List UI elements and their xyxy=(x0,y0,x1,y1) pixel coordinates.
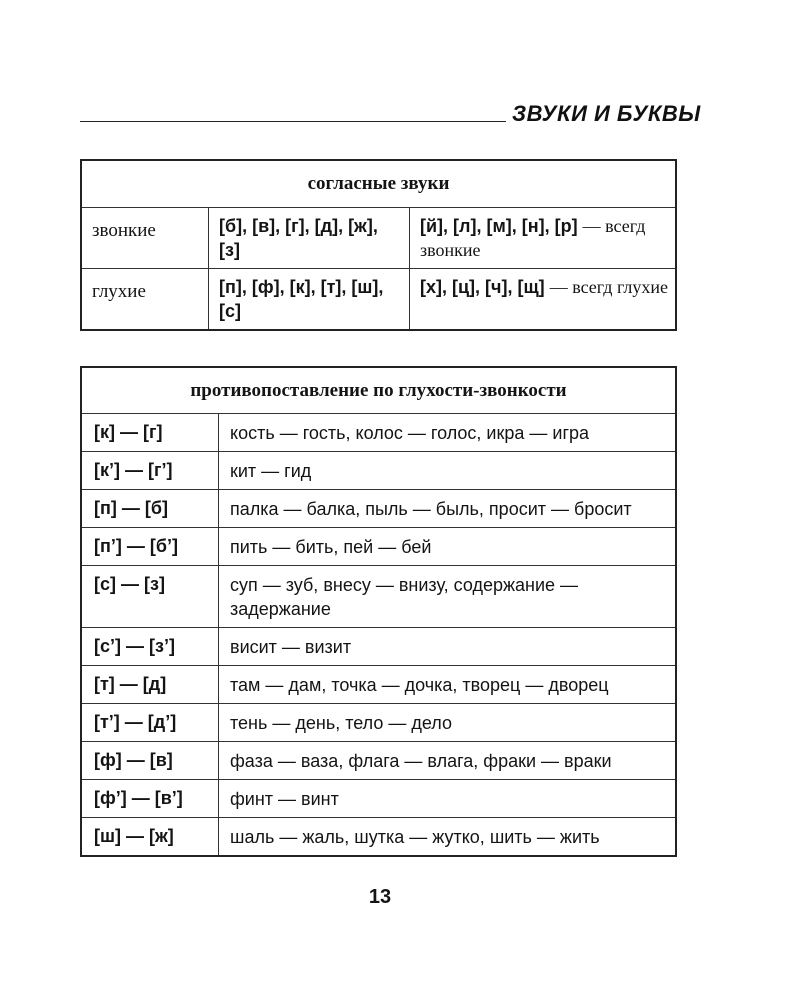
example-words: палка — балка, пыль — быль, просит — бросит xyxy=(219,490,677,528)
unpaired-sounds-cell xyxy=(410,269,677,331)
table-row xyxy=(81,452,676,490)
table-row xyxy=(81,742,676,780)
paired-sounds: [б], [в], [г], [д], [ж], [з] xyxy=(209,208,410,269)
example-words: фаза — ваза, флага — влага, фраки — враки xyxy=(219,742,677,780)
table-row xyxy=(81,666,676,704)
sound-pair: [ф] — [в] xyxy=(81,742,219,780)
paired-sounds: [п], [ф], [к], [т], [ш], [с] xyxy=(209,269,410,331)
page-number: 13 xyxy=(368,886,392,908)
table-row xyxy=(81,208,676,269)
sound-pair: [ф’] — [в’] xyxy=(81,780,219,818)
consonants-caption: согласные звуки xyxy=(81,160,676,208)
table-row xyxy=(81,628,676,666)
sound-pair: [ш] — [ж] xyxy=(81,818,219,857)
example-words: кит — гид xyxy=(219,452,677,490)
sound-pair: [с’] — [з’] xyxy=(81,628,219,666)
unpaired-sounds-cell xyxy=(410,208,677,269)
table-row xyxy=(81,414,676,452)
header-rule xyxy=(80,121,506,122)
example-words: кость — гость, колос — голос, икра — игра xyxy=(219,414,677,452)
row-label: глухие xyxy=(81,269,209,331)
sound-pair: [п’] — [б’] xyxy=(81,528,219,566)
example-words: финт — винт xyxy=(219,780,677,818)
unpaired-note: — всегд звонкие xyxy=(420,216,646,260)
unpaired-sounds: [й], [л], [м], [н], [р] xyxy=(420,216,578,236)
sound-pair: [с] — [з] xyxy=(81,566,219,628)
sound-pair: [к] — [г] xyxy=(81,414,219,452)
example-words: там — дам, точка — дочка, творец — дворец xyxy=(219,666,677,704)
row-label: звонкие xyxy=(81,208,209,269)
unpaired-note: — всегд глухие xyxy=(549,277,669,297)
example-words: тень — день, тело — дело xyxy=(219,704,677,742)
sound-pair: [к’] — [г’] xyxy=(81,452,219,490)
table-row xyxy=(81,490,676,528)
opposition-table xyxy=(80,366,677,857)
example-words: шаль — жаль, шутка — жутко, шить — жить xyxy=(219,818,677,857)
opposition-caption: противопоставление по глухости-звонкости xyxy=(81,367,676,414)
table-row xyxy=(81,566,676,628)
unpaired-sounds: [х], [ц], [ч], [щ] xyxy=(420,277,545,297)
example-words: суп — зуб, внесу — внизу, содержание — задержание xyxy=(219,566,677,628)
example-words: висит — визит xyxy=(219,628,677,666)
table-row xyxy=(81,528,676,566)
sound-pair: [п] — [б] xyxy=(81,490,219,528)
section-title: ЗВУКИ И БУКВЫ xyxy=(512,101,701,126)
table-row xyxy=(81,780,676,818)
example-words: пить — бить, пей — бей xyxy=(219,528,677,566)
sound-pair: [т’] — [д’] xyxy=(81,704,219,742)
table-row xyxy=(81,818,676,857)
consonants-table xyxy=(80,159,677,331)
table-row xyxy=(81,269,676,331)
sound-pair: [т] — [д] xyxy=(81,666,219,704)
table-row xyxy=(81,704,676,742)
